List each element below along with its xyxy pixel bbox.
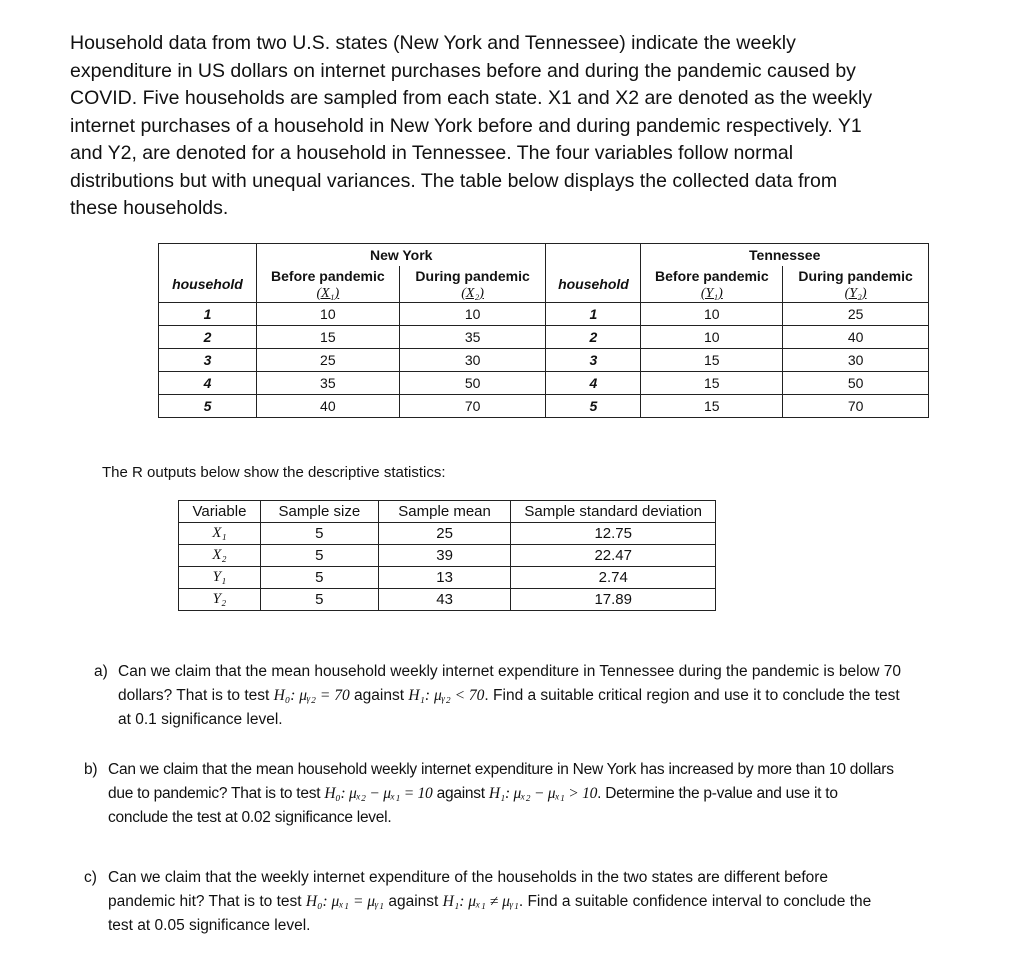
intro-line: and Y2, are denoted for a household in Tennessee. The four variables follow normal (70, 142, 794, 164)
ny-household-cell: 3 (159, 349, 257, 372)
y2-cell: 25 (783, 303, 929, 326)
table-row (179, 589, 716, 611)
y2-cell: 70 (783, 395, 929, 418)
intro-line: distributions but with unequal variances. The table below displays the collected data from (70, 169, 838, 192)
r-output-caption: The R outputs below show the descriptive statistics: (102, 464, 446, 481)
table-row (179, 567, 716, 589)
x1-label: (X₁) (316, 286, 340, 301)
y1-cell: 15 (641, 395, 783, 418)
question-c-h0: H₀: μₓ₁ = μᵧ₁ (305, 893, 385, 910)
ny-household-cell: 1 (159, 303, 257, 326)
x2-cell: 35 (399, 326, 546, 349)
question-c-line3: test at 0.05 significance level. (108, 917, 311, 934)
table-row (159, 395, 929, 418)
question-b-h0: H₀: μₓ₂ − μₓ₁ = 10 (324, 785, 433, 802)
y1-cell: 15 (641, 349, 783, 372)
table-row (159, 326, 929, 349)
sample-size-cell: 5 (260, 567, 378, 589)
during-label: During pandemic (415, 268, 530, 284)
question-a-line3: at 0.1 significance level. (118, 711, 283, 728)
question-c-h1: H₁: μₓ₁ ≠ μᵧ₁ (442, 893, 519, 910)
question-a-line2 (118, 684, 998, 708)
sample-size-cell: 5 (260, 545, 378, 567)
sample-sd-cell: 22.47 (511, 545, 716, 567)
stats-header-sample-size: Sample size (260, 501, 378, 523)
question-a-against: against (349, 687, 409, 704)
household-header: household (546, 266, 641, 303)
intro-paragraph (70, 30, 970, 223)
sample-mean-cell: 43 (378, 589, 511, 611)
question-c-line1: Can we claim that the weekly internet expenditure of the households in the two states are different before (108, 869, 829, 886)
sample-mean-cell: 39 (378, 545, 511, 567)
stats-header-sample-mean: Sample mean (378, 501, 511, 523)
x2-label: (X₂) (461, 286, 484, 301)
sample-sd-cell: 12.75 (511, 523, 716, 545)
variable-cell: X₂ (179, 545, 261, 567)
table-row (159, 349, 929, 372)
x1-cell: 35 (256, 372, 399, 395)
header-spacer (546, 244, 641, 267)
before-pandemic-x1-header (256, 266, 399, 303)
intro-line: expenditure in US dollars on internet purchases before and during the pandemic caused by (70, 59, 856, 82)
question-b-label: b) (84, 761, 98, 778)
tn-household-cell: 1 (546, 303, 641, 326)
x1-cell: 25 (256, 349, 399, 372)
question-a (94, 660, 998, 732)
tn-household-cell: 4 (546, 372, 641, 395)
question-c-text: pandemic hit? That is to test (108, 893, 306, 910)
tn-household-cell: 5 (546, 395, 641, 418)
x1-cell: 10 (256, 303, 399, 326)
question-a-h0: H₀: μᵧ₂ = 70 (273, 687, 350, 704)
ny-household-cell: 2 (159, 326, 257, 349)
ny-household-cell: 4 (159, 372, 257, 395)
question-c-against: against (384, 893, 443, 910)
intro-line: internet purchases of a household in New York before and during pandemic respectively. Y1 (70, 114, 862, 137)
table-row (159, 372, 929, 395)
sample-sd-cell: 17.89 (511, 589, 716, 611)
during-pandemic-x2-header (399, 266, 546, 303)
question-b-line2 (108, 782, 1003, 806)
before-label: Before pandemic (271, 268, 385, 284)
during-pandemic-y2-header (783, 266, 929, 303)
question-b-against: against (432, 785, 489, 802)
y1-cell: 10 (641, 303, 783, 326)
question-b-text: due to pandemic? That is to test (108, 785, 325, 802)
question-b-h1: H₁: μₓ₂ − μₓ₁ > 10 (488, 785, 598, 802)
question-b-line3: conclude the test at 0.02 significance level. (108, 809, 392, 826)
question-b (84, 758, 1003, 830)
y2-cell: 50 (783, 372, 929, 395)
tn-household-cell: 3 (546, 349, 641, 372)
y1-cell: 10 (641, 326, 783, 349)
question-a-line1: Can we claim that the mean household weekly internet expenditure in Tennessee during the pandemic is below 70 (118, 663, 901, 680)
y1-label: (Y₁) (700, 286, 723, 301)
table-row (179, 523, 716, 545)
sample-size-cell: 5 (260, 523, 378, 545)
x1-cell: 40 (256, 395, 399, 418)
y2-label: (Y₂) (844, 286, 867, 301)
question-a-h1: H₁: μᵧ₂ < 70 (408, 687, 485, 704)
descriptive-stats-table (178, 500, 716, 611)
intro-line: these households. (70, 197, 229, 219)
x1-cell: 15 (256, 326, 399, 349)
y2-cell: 40 (783, 326, 929, 349)
header-spacer (159, 244, 257, 267)
variable-cell: Y₂ (179, 589, 261, 611)
tennessee-header: Tennessee (641, 244, 929, 267)
before-label: Before pandemic (655, 268, 769, 284)
question-a-text: dollars? That is to test (118, 687, 274, 704)
x2-cell: 10 (399, 303, 546, 326)
sample-mean-cell: 13 (378, 567, 511, 589)
intro-line: Household data from two U.S. states (New York and Tennessee) indicate the weekly (70, 32, 796, 54)
stats-header-sample-sd: Sample standard deviation (511, 501, 716, 523)
sample-mean-cell: 25 (378, 523, 511, 545)
x2-cell: 50 (399, 372, 546, 395)
question-c (84, 866, 1003, 938)
question-a-label: a) (94, 663, 108, 680)
ny-household-cell: 5 (159, 395, 257, 418)
during-label: During pandemic (798, 268, 913, 284)
table-row (159, 303, 929, 326)
household-data-table (158, 243, 929, 418)
variable-cell: Y₁ (179, 567, 261, 589)
household-header: household (159, 266, 257, 303)
table-row (179, 545, 716, 567)
x2-cell: 30 (399, 349, 546, 372)
sample-size-cell: 5 (260, 589, 378, 611)
stats-header-variable: Variable (179, 501, 261, 523)
new-york-header: New York (256, 244, 546, 267)
sample-sd-cell: 2.74 (511, 567, 716, 589)
y1-cell: 15 (641, 372, 783, 395)
tn-household-cell: 2 (546, 326, 641, 349)
variable-cell: X₁ (179, 523, 261, 545)
x2-cell: 70 (399, 395, 546, 418)
question-b-text: . Determine the p-value and use it to (597, 785, 838, 802)
question-c-text: . Find a suitable confidence interval to conclude the (518, 893, 872, 910)
intro-line: COVID. Five households are sampled from each state. X1 and X2 are denoted as the weekly (70, 87, 873, 109)
question-c-line2 (108, 890, 1003, 914)
y2-cell: 30 (783, 349, 929, 372)
question-a-text: . Find a suitable critical region and use it to conclude the test (484, 687, 900, 704)
question-c-label: c) (84, 869, 97, 886)
before-pandemic-y1-header (641, 266, 783, 303)
question-b-line1: Can we claim that the mean household weekly internet expenditure in New York has increased by more than 10 dollars (108, 761, 894, 778)
